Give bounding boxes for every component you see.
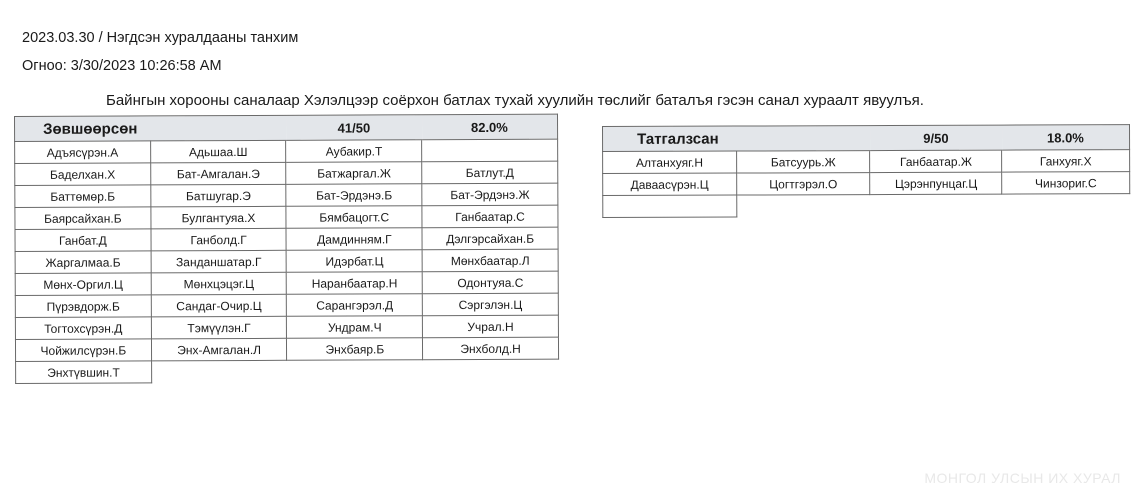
abstain-vote-member-cell: Алтанхуяг.Н (603, 151, 737, 173)
abstain-vote-member-cell: Батсуурь.Ж (736, 151, 870, 173)
abstain-vote-ratio: 9/50 (870, 125, 1002, 150)
abstain-vote-member-cell: Цогтгэрэл.О (736, 173, 870, 195)
yes-vote-member-cell: Батжаргал.Ж (286, 162, 422, 185)
yes-vote-row (15, 183, 558, 207)
yes-vote-member-cell: Дамдинням.Г (286, 228, 422, 251)
timestamp: Огноо: 3/30/2023 10:26:58 AM (22, 58, 222, 74)
yes-vote-member-cell: Тогтохсүрэн.Д (15, 317, 151, 340)
yes-vote-member-cell: Занданшатар.Г (151, 250, 287, 273)
yes-vote-member-cell: Ганбаатар.С (422, 205, 558, 228)
yes-vote-member-cell (151, 360, 287, 383)
yes-vote-member-cell (422, 139, 558, 162)
yes-vote-table (14, 114, 559, 384)
abstain-vote-member-cell (1002, 194, 1130, 216)
abstain-vote-member-cell: Цэрэнпунцаг.Ц (870, 172, 1002, 194)
yes-vote-member-cell: Учрал.Н (423, 315, 559, 338)
abstain-vote-member-cell (870, 194, 1002, 216)
yes-vote-member-cell: Бат-Амгалан.Э (150, 162, 286, 185)
yes-vote-row (15, 139, 558, 163)
yes-vote-member-cell: Адьшаа.Ш (150, 140, 286, 163)
yes-vote-member-cell: Сарангэрэл.Д (287, 294, 423, 317)
yes-vote-member-cell: Одонтуяа.С (422, 271, 558, 294)
motion-text: Байнгын хорооны саналаар Хэлэлцээр соёрхон батлах тухай хуулийн төслийг баталъя гэсэн санал хураалт явуулъя. (106, 92, 924, 109)
yes-vote-member-cell: Дэлгэрсайхан.Б (422, 227, 558, 250)
date-location: 2023.03.30 / Нэгдсэн хуралдааны танхим (22, 30, 299, 46)
yes-vote-row (15, 293, 558, 317)
yes-vote-member-cell: Мөнхбаатар.Л (422, 249, 558, 272)
yes-vote-member-cell: Адъясүрэн.А (15, 141, 151, 164)
yes-vote-row (15, 337, 558, 361)
yes-vote-member-cell: Идэрбат.Ц (287, 250, 423, 273)
abstain-vote-member-cell: Ганбаатар.Ж (870, 150, 1002, 172)
abstain-vote-row (603, 150, 1130, 174)
yes-vote-row (15, 227, 558, 251)
abstain-vote-member-cell: Ганхуяг.Х (1002, 150, 1130, 172)
yes-vote-ratio: 41/50 (286, 115, 422, 141)
yes-vote-member-cell: Баярсайхан.Б (15, 207, 151, 230)
yes-vote-member-cell: Мөнхцэцэг.Ц (151, 272, 287, 295)
yes-vote-row (15, 271, 558, 295)
abstain-vote-member-cell (603, 195, 737, 217)
yes-vote-row (16, 359, 559, 383)
yes-vote-member-cell: Жаргалмаа.Б (15, 251, 151, 274)
yes-vote-member-cell (287, 360, 423, 383)
yes-vote-member-cell: Баттөмөр.Б (15, 185, 151, 208)
yes-vote-member-cell (423, 359, 559, 382)
abstain-vote-row (603, 172, 1130, 196)
yes-vote-member-cell: Чойжилсүрэн.Б (15, 339, 151, 362)
yes-vote-member-cell: Бат-Эрдэнэ.Б (286, 184, 422, 207)
yes-vote-member-cell: Наранбаатар.Н (287, 272, 423, 295)
yes-vote-percent: 82.0% (422, 114, 558, 140)
yes-vote-member-cell: Сэргэлэн.Ц (422, 293, 558, 316)
yes-vote-member-cell: Бямбацогт.С (286, 206, 422, 229)
yes-vote-member-cell: Сандаг-Очир.Ц (151, 294, 287, 317)
yes-vote-member-cell: Энхболд.Н (423, 337, 559, 360)
yes-vote-member-cell: Мөнх-Оргил.Ц (15, 273, 151, 296)
yes-vote-member-cell: Энх-Амгалан.Л (151, 338, 287, 361)
yes-vote-member-cell: Аубакир.Т (286, 140, 422, 163)
yes-vote-member-cell: Ганбат.Д (15, 229, 151, 252)
abstain-vote-member-cell: Чинзориг.С (1002, 172, 1130, 194)
yes-vote-member-cell: Энхтүвшин.Т (16, 361, 152, 384)
yes-vote-member-cell: Тэмүүлэн.Г (151, 316, 287, 339)
watermark: МОНГОЛ УЛСЫН ИХ ХУРАЛ (924, 470, 1121, 486)
yes-vote-member-cell: Энхбаяр.Б (287, 338, 423, 361)
abstain-vote-row (603, 194, 1130, 218)
abstain-vote-member-cell: Даваасүрэн.Ц (603, 173, 737, 195)
yes-vote-row (15, 315, 558, 339)
abstain-vote-table (602, 124, 1130, 218)
yes-vote-member-cell: Ганболд.Г (151, 228, 287, 251)
abstain-vote-title: Татгалзсан (603, 126, 871, 152)
yes-vote-member-cell: Батшугар.Э (151, 184, 287, 207)
abstain-vote-percent: 18.0% (1002, 125, 1130, 150)
yes-vote-member-cell: Ундрам.Ч (287, 316, 423, 339)
yes-vote-member-cell: Булгантуяа.Х (151, 206, 287, 229)
yes-vote-member-cell: Бат-Эрдэнэ.Ж (422, 183, 558, 206)
yes-vote-member-cell: Баделхан.Х (15, 163, 151, 186)
yes-vote-row (15, 205, 558, 229)
yes-vote-row (15, 249, 558, 273)
yes-vote-row (15, 161, 558, 185)
yes-vote-member-cell: Пүрэвдорж.Б (15, 295, 151, 318)
yes-vote-member-cell: Батлут.Д (422, 161, 558, 184)
yes-vote-title: Зөвшөөрсөн (15, 115, 287, 141)
abstain-vote-member-cell (737, 195, 871, 217)
